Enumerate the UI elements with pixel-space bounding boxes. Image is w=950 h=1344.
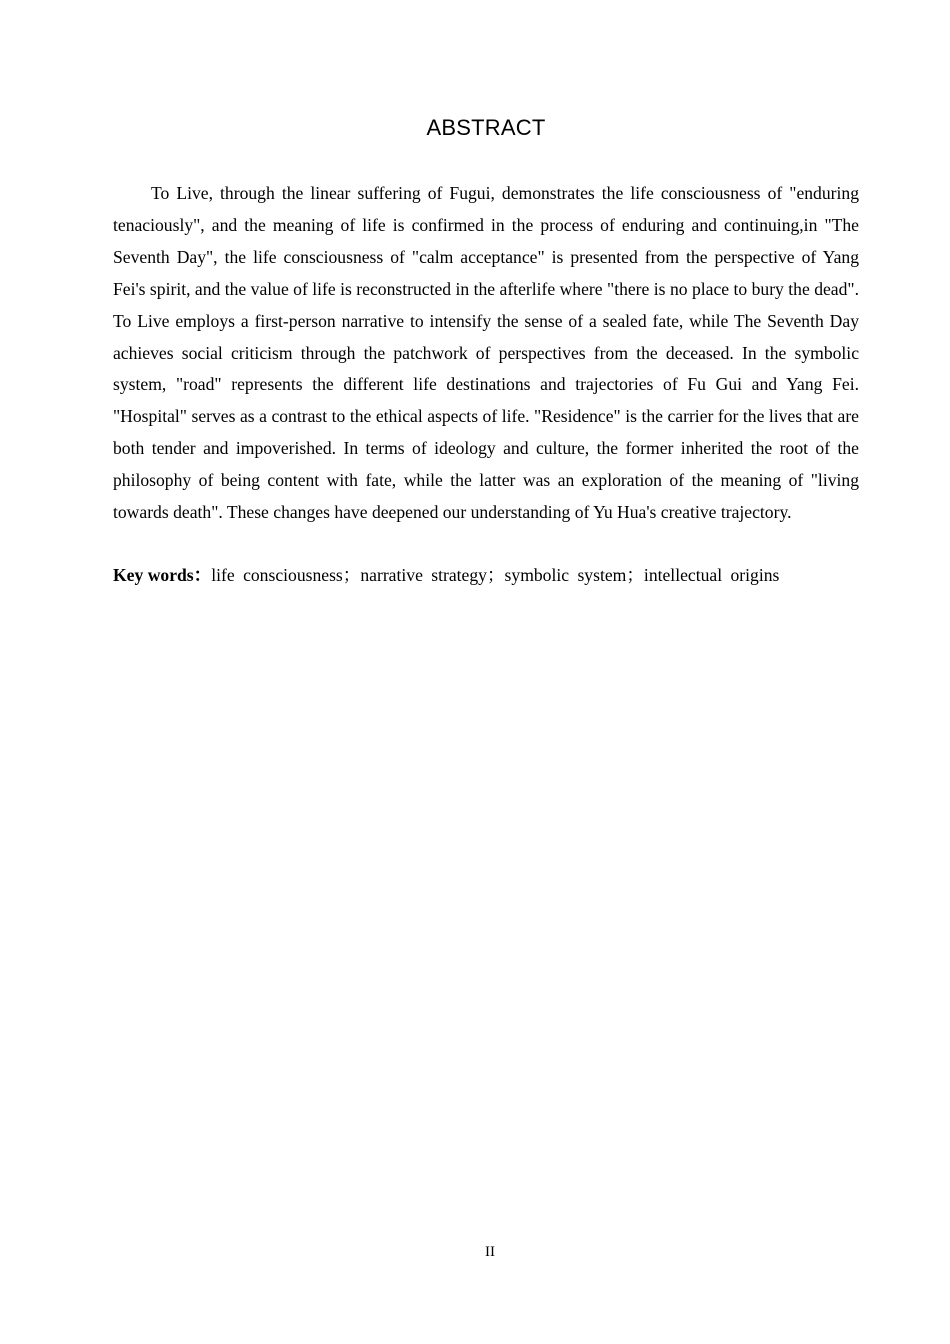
page-title: ABSTRACT [426,115,546,140]
abstract-paragraph: To Live, through the linear suffering of Fugui, demonstrates the life consciousness of "enduring tenaciously", and the meaning of life is confirmed in the process of enduring and continuing,in "The Seventh Day", the life consciousness of "calm acceptance" is presented from the perspective of Yang Fei's spirit, and the value of life is reconstructed in the afterlife where "there is no place to bury the dead". To Live employs a first-person narrative to intensify the sense of a sealed fate, while The Seventh Day achieves social criticism through the patchwork of perspectives from the deceased. In the symbolic system, "road" represents the different life destinations and trajectories of Fu Gui and Yang Fei. "Hospital" serves as a contrast to the ethical aspects of life. "Residence" is the carrier for the lives that are both tender and impoverished. In terms of ideology and culture, the former inherited the root of the philosophy of being content with fate, while the latter was an exploration of the meaning of "living towards death". These changes have deepened our understanding of Yu Hua's creative trajectory. [113,183,859,523]
keywords-list: life consciousness；narrative strategy；symbolic system；intellectual origins [211,565,780,585]
keywords-line [113,561,859,589]
page-number: II [485,1244,495,1260]
keywords-label: Key words： [113,565,212,585]
